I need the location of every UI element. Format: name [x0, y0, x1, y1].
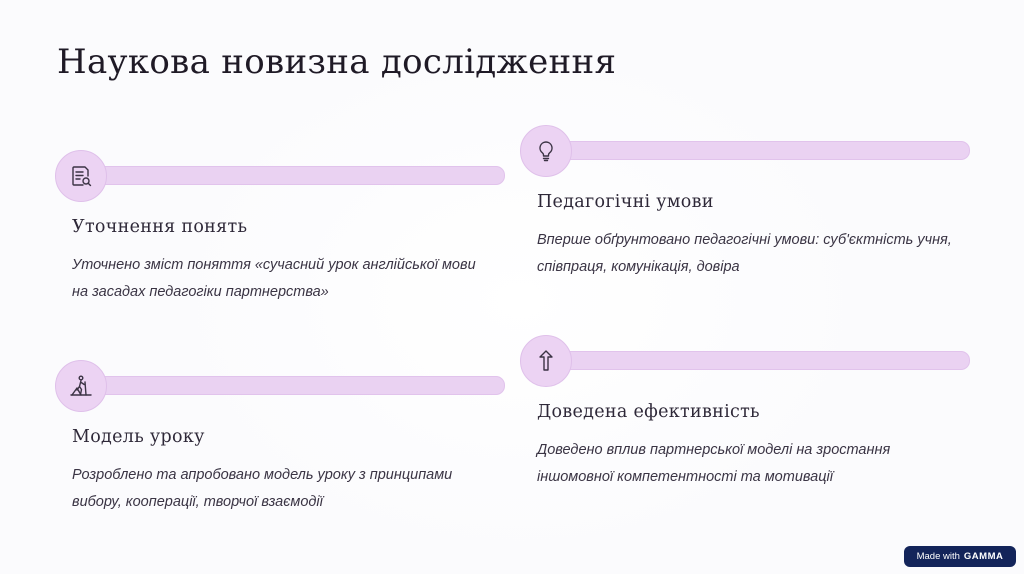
card-accent-bar [544, 141, 970, 160]
card-title: Педагогічні умови [537, 192, 714, 212]
card-description: Вперше обґрунтовано педагогічні умови: суб'єктність учня, співпраця, комунікація, довіра [537, 232, 952, 275]
card-concepts [55, 150, 505, 310]
card-description: Розроблено та апробовано модель уроку з принципами вибору, кооперації, творчої взаємодії [72, 467, 453, 510]
card-icon-circle [55, 360, 107, 412]
badge-made-with-label: Made with [916, 551, 960, 562]
card-icon-circle [55, 150, 107, 202]
card-icon-circle [520, 125, 572, 177]
lightbulb-icon [533, 138, 559, 164]
card-title: Уточнення понять [72, 217, 248, 237]
document-search-icon [68, 163, 94, 189]
card-accent-bar [79, 376, 505, 395]
card-icon-circle [520, 335, 572, 387]
card-description: Доведено вплив партнерської моделі на зростання іншомовної компетентності та мотивації [537, 442, 891, 485]
arrow-up-icon [533, 348, 559, 374]
card-accent-bar [544, 351, 970, 370]
made-with-gamma-badge[interactable] [904, 546, 1016, 567]
badge-brand-logo: GAMMA [963, 551, 1004, 562]
page-title: Наукова новизна дослідження [57, 42, 617, 82]
card-title: Модель уроку [72, 427, 205, 447]
hiking-person-icon [68, 373, 94, 399]
card-lesson-model [55, 360, 505, 520]
card-description: Уточнено зміст поняття «сучасний урок англійської мови на засадах педагогіки партнерства» [72, 257, 476, 300]
card-title: Доведена ефективність [537, 402, 760, 422]
card-accent-bar [79, 166, 505, 185]
card-effectiveness [520, 335, 970, 495]
card-conditions [520, 125, 970, 285]
